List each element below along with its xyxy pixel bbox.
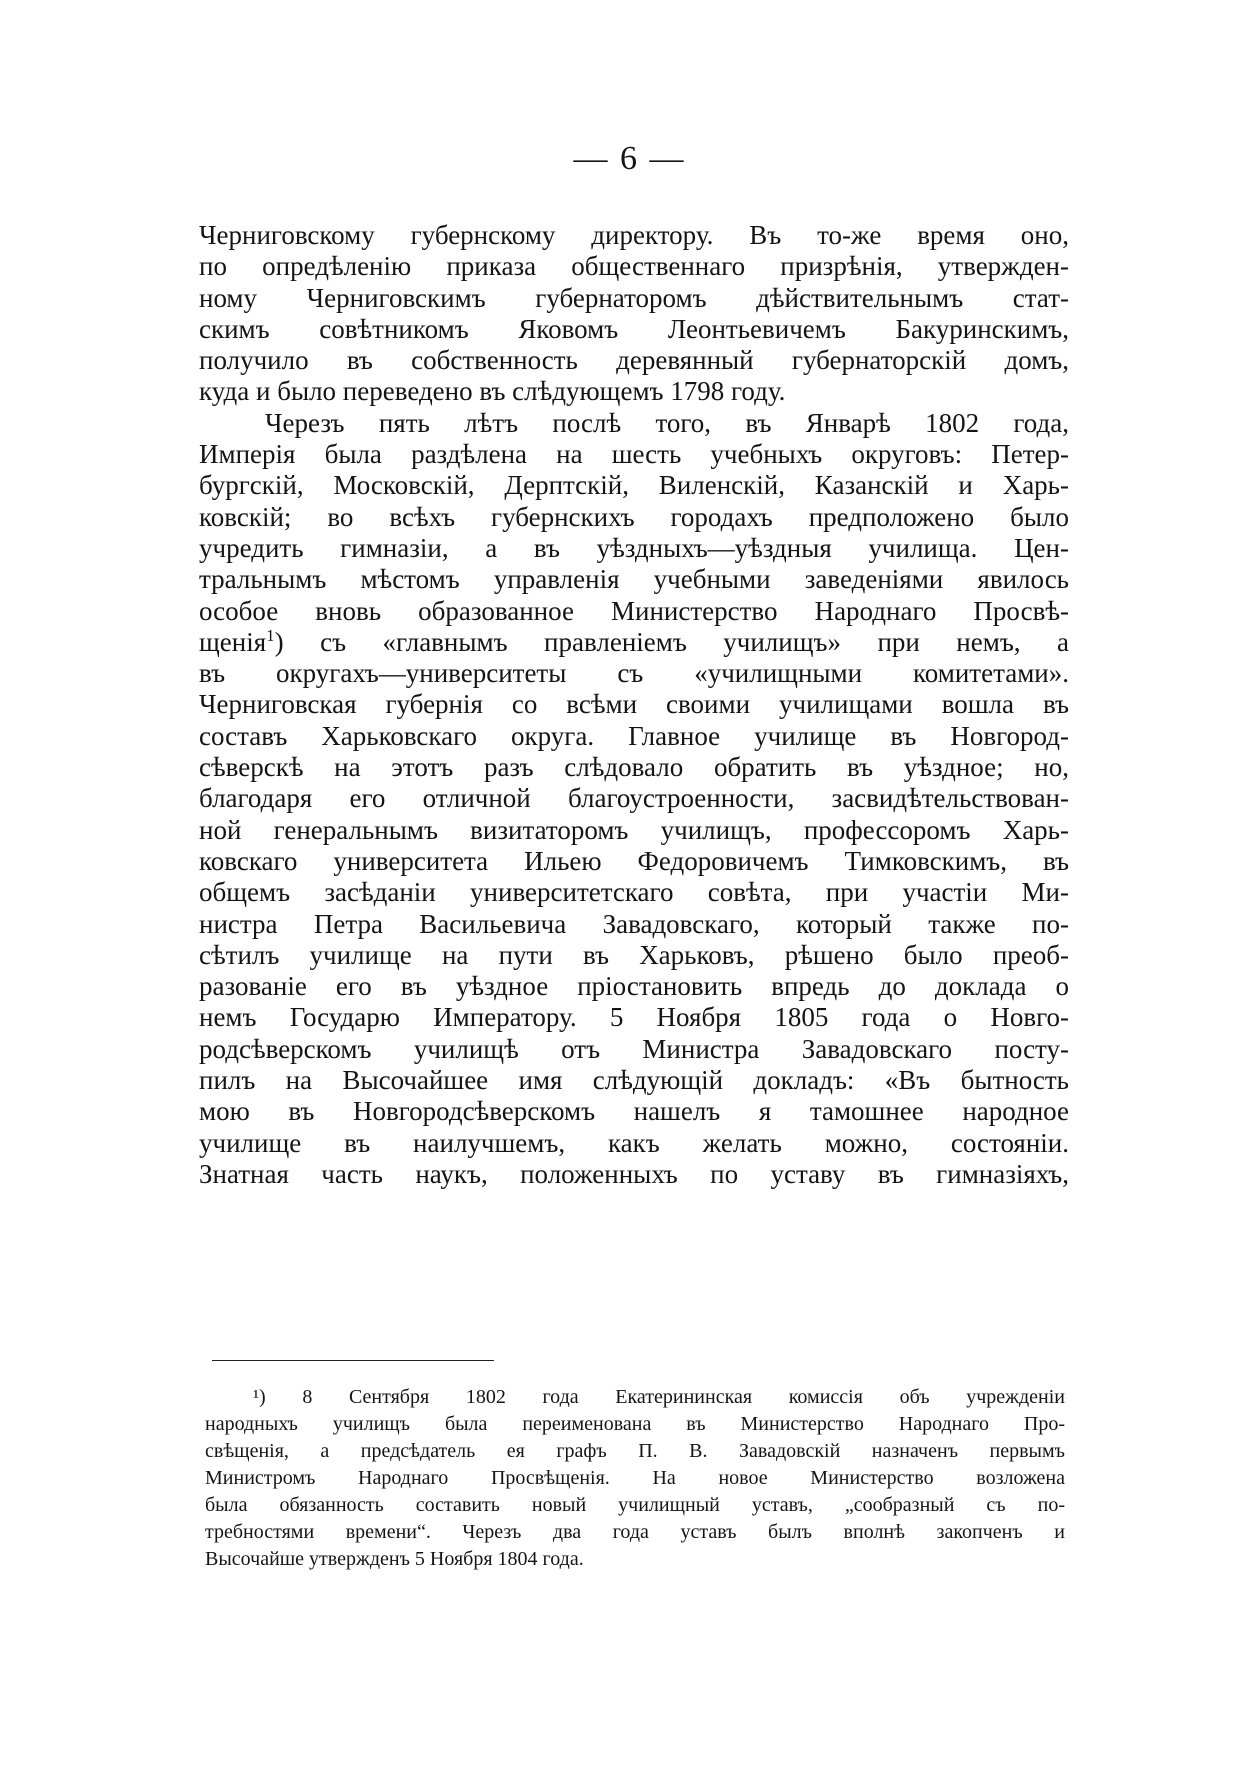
text-line: ковскаго университета Ильею Федоровичемъ Тимковскимъ, въ bbox=[199, 845, 1069, 876]
page-number: — 6 — bbox=[573, 140, 686, 177]
text-fragment: 8 Сентября 1802 года Екатерининская комиссія объ учрежденіи bbox=[302, 1386, 1065, 1408]
text-line: по опредѣленію приказа общественнаго призрѣнія, утвержден- bbox=[199, 251, 1069, 282]
footnote-line: Высочайше утвержденъ 5 Ноября 1804 года. bbox=[205, 1548, 584, 1570]
text-line: Черниговская губернія со всѣми своими училищами вошла въ bbox=[199, 689, 1069, 720]
text-line: ной генеральнымъ визитаторомъ училищъ, профессоромъ Харь- bbox=[199, 814, 1069, 845]
text-line: общемъ засѣданіи университетскаго совѣта, при участіи Ми- bbox=[199, 877, 1069, 908]
text-line: ковскій; во всѣхъ губернскихъ городахъ предположено было bbox=[199, 501, 1069, 532]
text-line: составъ Харьковскаго округа. Главное училище въ Новгород- bbox=[199, 720, 1069, 751]
footnote-line: Министромъ Народнаго Просвѣщенія. На новое Министерство возложена bbox=[205, 1467, 1065, 1489]
footnote-line bbox=[205, 1384, 1065, 1411]
footnote bbox=[205, 1384, 1065, 1573]
footnote-divider bbox=[212, 1360, 494, 1361]
text-line: куда и было переведено въ слѣдующемъ 1798 году. bbox=[199, 376, 786, 407]
footnote-reference: 1 bbox=[266, 625, 275, 645]
text-line: въ округахъ—университеты съ «училищными комитетами». bbox=[199, 658, 1069, 689]
text-line: скимъ совѣтникомъ Яковомъ Леонтьевичемъ Бакуринскимъ, bbox=[199, 313, 1069, 344]
text-line: пилъ на Высочайшее имя слѣдующій докладъ: «Въ бытность bbox=[199, 1065, 1069, 1096]
footnote-line: требностями времени“. Черезъ два года уставъ былъ вполнѣ закопченъ и bbox=[205, 1521, 1065, 1543]
footnote-line: была обязанность составить новый училищный уставъ, „сообразный съ по- bbox=[205, 1494, 1065, 1516]
text-line: получило въ собственность деревянный губернаторскій домъ, bbox=[199, 345, 1069, 376]
text-line: нистра Петра Васильевича Завадовскаго, который также по- bbox=[199, 908, 1069, 939]
text-line: особое вновь образованное Министерство Народнаго Просвѣ- bbox=[199, 595, 1069, 626]
footnote-line: народныхъ училищъ была переименована въ Министерство Народнаго Про- bbox=[205, 1413, 1065, 1435]
text-fragment: щенія bbox=[199, 626, 267, 657]
text-line: училище въ наилучшемъ, какъ желать можно, состояніи. bbox=[199, 1127, 1069, 1158]
text-line: ному Черниговскимъ губернаторомъ дѣйствительнымъ стат- bbox=[199, 282, 1069, 313]
text-line: тральнымъ мѣстомъ управленія учебными заведеніями явилось bbox=[199, 564, 1069, 595]
footnote-marker: ¹) bbox=[253, 1386, 266, 1408]
text-line: учредить гимназіи, а въ уѣздныхъ—уѣздныя училища. Цен- bbox=[199, 532, 1069, 563]
text-line: мою въ Новгородсѣверскомъ нашелъ я тамошнее народное bbox=[199, 1096, 1069, 1127]
text-line: бургскій, Московскій, Дерптскій, Виленскій, Казанскій и Харь- bbox=[199, 470, 1069, 501]
footnote-line: свѣщенія, а предсѣдатель ея графъ П. В. Завадовскій назначенъ первымъ bbox=[205, 1440, 1065, 1462]
text-line: сѣверскѣ на этотъ разъ слѣдовало обратить въ уѣздное; но, bbox=[199, 752, 1069, 783]
text-line-with-note bbox=[199, 627, 1069, 658]
text-line: разованіе его въ уѣздное пріостановить впредь до доклада о bbox=[199, 971, 1069, 1002]
text-line: родсѣверскомъ училищѣ отъ Министра Завадовскаго посту- bbox=[199, 1033, 1069, 1064]
text-line: немъ Государю Императору. 5 Ноября 1805 года о Новго- bbox=[199, 1002, 1069, 1033]
text-line: благодаря его отличной благоустроенности, засвидѣтельствован- bbox=[199, 783, 1069, 814]
text-line: сѣтилъ училище на пути въ Харьковъ, рѣшено было преоб- bbox=[199, 939, 1069, 970]
text-fragment: ) съ «главнымъ правленіемъ училищъ» при немъ, а bbox=[274, 626, 1069, 657]
text-line: Черниговскому губернскому директору. Въ то-же время оно, bbox=[199, 220, 1069, 250]
text-line: Имперія была раздѣлена на шесть учебныхъ округовъ: Петер- bbox=[199, 439, 1069, 470]
text-line: Знатная часть наукъ, положенныхъ по уставу въ гимназіяхъ, bbox=[199, 1158, 1069, 1189]
text-line: Черезъ пять лѣтъ послѣ того, въ Январѣ 1802 года, bbox=[265, 407, 1069, 438]
main-text bbox=[199, 220, 1069, 1190]
